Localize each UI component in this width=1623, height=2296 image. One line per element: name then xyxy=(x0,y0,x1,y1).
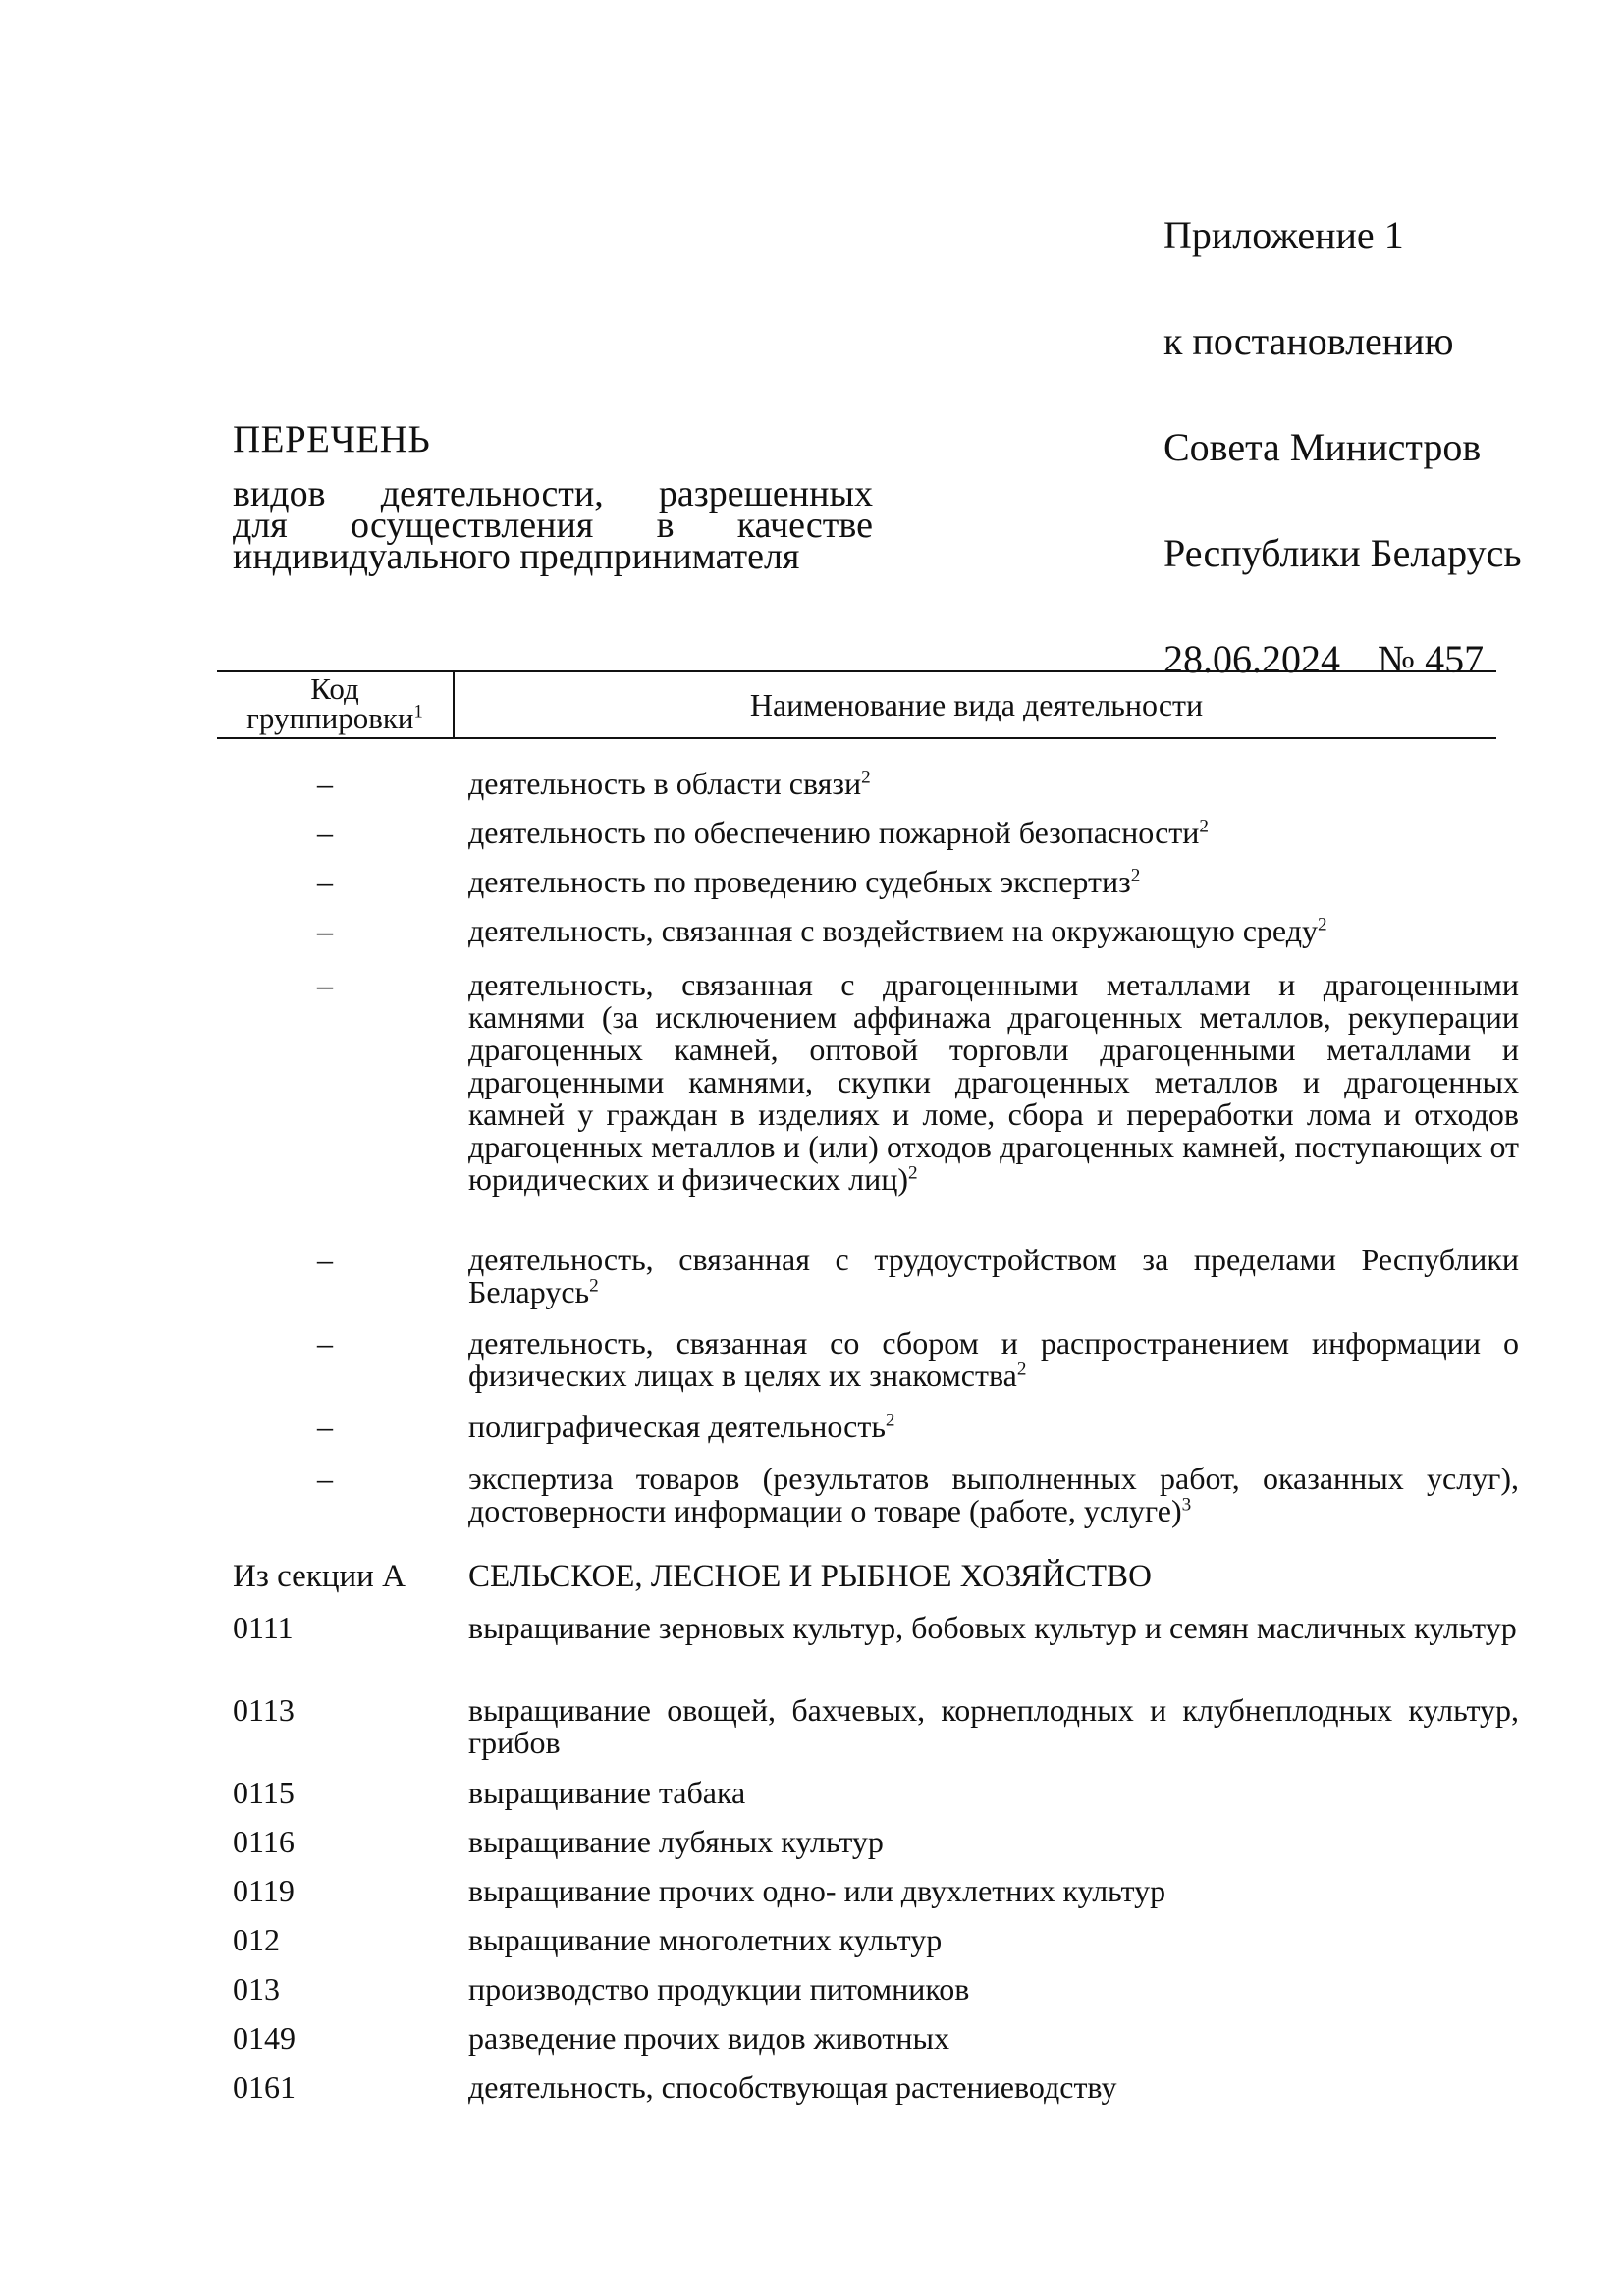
row-code: – xyxy=(317,1409,333,1444)
table-row xyxy=(233,768,1519,800)
table-row xyxy=(233,866,1519,898)
document-subtitle xyxy=(233,473,873,577)
table-row xyxy=(233,1973,1519,2005)
approval-number: № 457 xyxy=(1378,637,1485,681)
row-code: – xyxy=(317,1461,333,1496)
table-row xyxy=(233,1826,1519,1858)
row-activity-text: разведение прочих видов животных xyxy=(468,2020,949,2056)
row-activity-name xyxy=(468,1973,1519,2005)
row-activity-name xyxy=(468,1612,1519,1644)
header-code-line2-wrap xyxy=(217,701,453,735)
row-footnote-marker: 2 xyxy=(885,1410,895,1431)
document-title: ПЕРЕЧЕНЬ xyxy=(233,418,431,460)
table-row xyxy=(233,1463,1519,1527)
row-activity-text: деятельность, связанная с воздействием на окружающую среду xyxy=(468,913,1318,948)
row-activity-text: экспертиза товаров (результатов выполненных работ, оказанных услуг), достоверности информации о товаре (работе, услуге) xyxy=(468,1461,1519,1528)
row-code: 0161 xyxy=(233,2069,296,2105)
row-code: – xyxy=(317,913,333,948)
row-code: 0116 xyxy=(233,1824,295,1859)
approval-block xyxy=(1163,147,1522,713)
row-activity-name xyxy=(468,2071,1519,2104)
row-code: 0119 xyxy=(233,1873,295,1908)
table-row xyxy=(233,1924,1519,1956)
header-name-column: Наименование вида деятельности xyxy=(749,687,1204,722)
row-footnote-marker: 2 xyxy=(908,1162,918,1184)
row-activity-name xyxy=(468,768,1519,800)
approval-date: 28.06.2024 xyxy=(1163,637,1340,681)
row-code: 0115 xyxy=(233,1775,295,1810)
row-activity-name xyxy=(468,915,1519,947)
row-activity-text: выращивание овощей, бахчевых, корнеплодных и клубнеплодных культур, грибов xyxy=(468,1692,1519,1760)
table-row xyxy=(233,1327,1519,1392)
row-activity-text: выращивание лубяных культур xyxy=(468,1824,884,1859)
row-code: Из секции А xyxy=(233,1559,406,1594)
header-code-line1: Код xyxy=(310,671,359,706)
subtitle-line-2: для осуществления в качестве xyxy=(233,505,873,546)
row-code: – xyxy=(317,967,333,1002)
row-activity-name xyxy=(468,1924,1519,1956)
subtitle-line-3: индивидуального предпринимателя xyxy=(233,536,800,577)
row-activity-text: производство продукции питомников xyxy=(468,1971,970,2006)
header-code-line2: группировки xyxy=(246,701,414,735)
row-activity-text: деятельность, способствующая растениеводству xyxy=(468,2069,1117,2105)
table-row xyxy=(233,1244,1519,1308)
row-code: – xyxy=(317,1242,333,1277)
row-footnote-marker: 3 xyxy=(1181,1494,1192,1516)
row-activity-name xyxy=(468,1244,1519,1308)
table-header xyxy=(217,670,1496,739)
row-activity-text: деятельность по проведению судебных экспертиз xyxy=(468,864,1131,899)
row-activity-text: выращивание табака xyxy=(468,1775,746,1810)
row-activity-name xyxy=(468,2022,1519,2055)
approval-resolution-label: к постановлению xyxy=(1163,319,1454,363)
row-activity-text: выращивание многолетних культур xyxy=(468,1922,943,1957)
table-row xyxy=(233,1612,1519,1644)
approval-council-label: Совета Министров xyxy=(1163,425,1482,469)
row-code: 013 xyxy=(233,1971,280,2006)
row-activity-text: деятельность, связанная с драгоценными металлами и драгоценными камнями (за исключением аффинажа драгоценных металлов, рекуперации драгоценных камней, оптовой торговли драгоценными металлами и драгоценными камнями, скупки драгоценных металлов и драгоценных камней у граждан в изделиях и ломе, сбора и переработки лома и отходов драгоценных металлов и (или) отходов драгоценных камней, поступающих от юридических и физических лиц) xyxy=(468,967,1519,1197)
row-code: 0113 xyxy=(233,1692,295,1728)
row-footnote-marker: 2 xyxy=(1317,914,1327,935)
row-footnote-marker: 2 xyxy=(861,767,871,788)
row-activity-text: деятельность в области связи xyxy=(468,766,862,801)
row-code: – xyxy=(317,815,333,850)
row-code: – xyxy=(317,864,333,899)
table-row xyxy=(233,2022,1519,2055)
table-row xyxy=(233,1561,1519,1593)
table-row xyxy=(233,969,1519,1196)
row-activity-name xyxy=(468,1463,1519,1527)
table-row xyxy=(233,2071,1519,2104)
row-activity-name xyxy=(468,1694,1519,1759)
row-footnote-marker: 2 xyxy=(589,1275,599,1297)
row-activity-name xyxy=(468,866,1519,898)
row-activity-name xyxy=(468,1411,1519,1443)
row-code: – xyxy=(317,1325,333,1361)
row-activity-text: деятельность, связанная с трудоустройством за пределами Республики Беларусь xyxy=(468,1242,1519,1309)
header-code-column xyxy=(217,672,455,737)
table-row xyxy=(233,1694,1519,1759)
section-heading xyxy=(468,1561,1519,1593)
table-row xyxy=(233,817,1519,849)
row-activity-name xyxy=(468,817,1519,849)
row-activity-text: выращивание зерновых культур, бобовых культур и семян масличных культур xyxy=(468,1610,1517,1645)
row-activity-name xyxy=(468,1826,1519,1858)
row-footnote-marker: 2 xyxy=(1199,816,1209,837)
table-row xyxy=(233,1875,1519,1907)
table-row xyxy=(233,1777,1519,1809)
row-activity-text: СЕЛЬСКОЕ, ЛЕСНОЕ И РЫБНОЕ ХОЗЯЙСТВО xyxy=(468,1559,1152,1594)
row-code: – xyxy=(317,766,333,801)
row-activity-name xyxy=(468,1777,1519,1809)
row-activity-name xyxy=(468,969,1519,1196)
approval-annex-label: Приложение 1 xyxy=(1163,213,1404,257)
approval-republic-label: Республики Беларусь xyxy=(1163,531,1522,575)
table-row xyxy=(233,1411,1519,1443)
subtitle-line-1: видов деятельности, разрешенных xyxy=(233,473,873,514)
row-footnote-marker: 2 xyxy=(1016,1359,1027,1380)
row-code: 0111 xyxy=(233,1610,294,1645)
row-footnote-marker: 2 xyxy=(1130,865,1141,886)
row-activity-text: деятельность, связанная со сбором и распространением информации о физических лицах в целях их знакомства xyxy=(468,1325,1519,1393)
row-activity-name xyxy=(468,1327,1519,1392)
header-code-footnote: 1 xyxy=(413,701,423,722)
row-code: 012 xyxy=(233,1922,280,1957)
row-activity-name xyxy=(468,1875,1519,1907)
row-code: 0149 xyxy=(233,2020,296,2056)
row-activity-text: деятельность по обеспечению пожарной безопасности xyxy=(468,815,1200,850)
row-activity-text: выращивание прочих одно- или двухлетних культур xyxy=(468,1873,1166,1908)
table-row xyxy=(233,915,1519,947)
row-activity-text: полиграфическая деятельность xyxy=(468,1409,886,1444)
